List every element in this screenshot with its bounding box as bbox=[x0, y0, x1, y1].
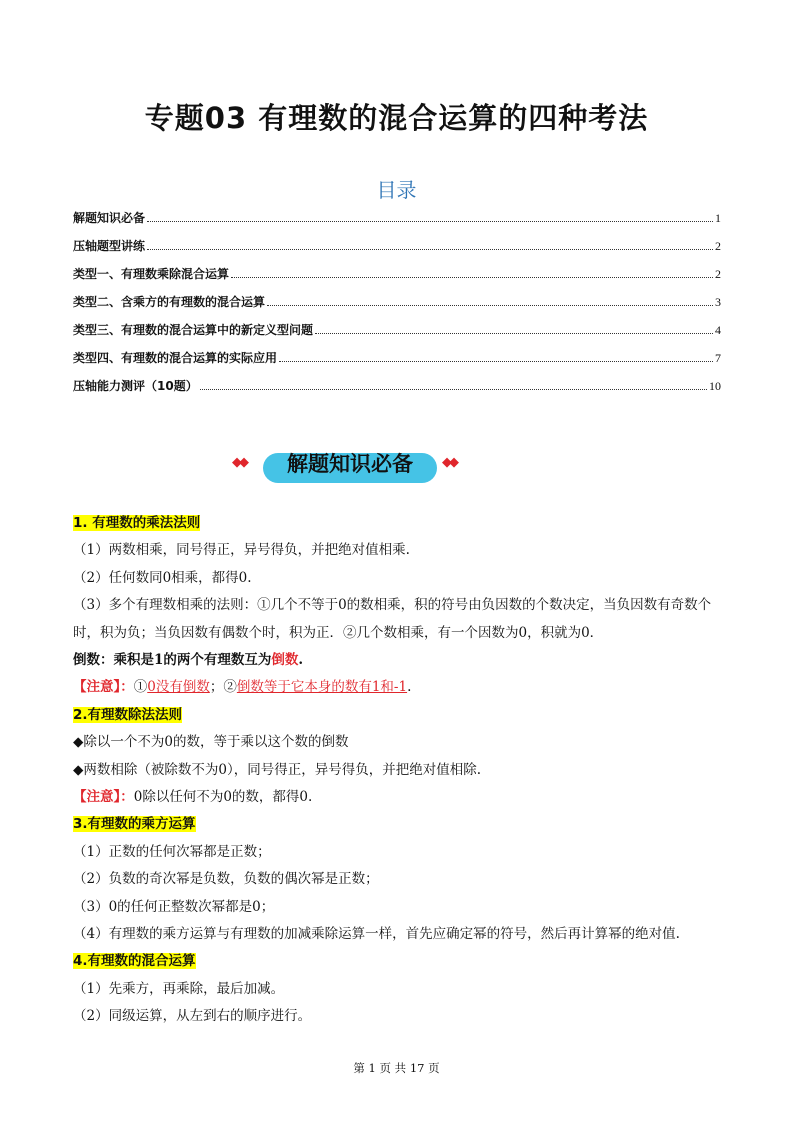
diamond-left-icon: ◆◆ bbox=[232, 455, 246, 470]
section-heading-power: 3.有理数的乘方运算 bbox=[73, 816, 196, 833]
toc-entry-label: 类型二、含乘方的有理数的混合运算 bbox=[73, 295, 266, 309]
toc-entry-label: 类型三、有理数的混合运算中的新定义型问题 bbox=[73, 323, 314, 337]
paragraph: （1）两数相乘，同号得正，异号得负，并把绝对值相乘. bbox=[73, 542, 410, 559]
toc-leader bbox=[231, 277, 713, 278]
toc-entry-label: 压轴能力测评（10题） bbox=[73, 379, 198, 393]
toc-leader bbox=[147, 249, 713, 250]
note-reciprocal: 【注意】：①0没有倒数；②倒数等于它本身的数有1和-1. bbox=[73, 679, 412, 696]
toc-heading: 目录 bbox=[376, 178, 417, 202]
toc-entry-label: 解题知识必备 bbox=[73, 211, 146, 225]
page-title: 专题03 有理数的混合运算的四种考法 bbox=[144, 101, 649, 135]
toc-leader bbox=[279, 361, 713, 362]
paragraph: （1）正数的任何次幂都是正数； bbox=[73, 843, 271, 860]
note-highlight: 倒数等于它本身的数有1和-1 bbox=[236, 679, 408, 696]
toc-entry-label: 压轴题型讲练 bbox=[73, 239, 146, 253]
toc-entry-page: 2 bbox=[715, 239, 721, 253]
paragraph: （2）负数的奇次幂是负数，负数的偶次幂是正数； bbox=[73, 871, 379, 888]
section-banner bbox=[0, 447, 793, 487]
reciprocal-keyword: 倒数 bbox=[271, 651, 299, 668]
toc-entry-page: 4 bbox=[715, 323, 721, 337]
banner-title: 解题知识必备 bbox=[287, 452, 413, 476]
toc-entry[interactable] bbox=[73, 204, 721, 232]
table-of-contents bbox=[73, 204, 721, 400]
section-heading-division: 2.有理数除法法则 bbox=[73, 706, 183, 723]
page-footer: 第 1 页 共 17 页 bbox=[353, 1061, 440, 1075]
toc-leader bbox=[200, 389, 707, 390]
knowledge-content bbox=[73, 510, 723, 1030]
paragraph: （1）先乘方，再乘除，最后加减。 bbox=[73, 980, 285, 997]
toc-entry-page: 2 bbox=[715, 267, 721, 281]
paragraph: （4）有理数的乘方运算与有理数的加减乘除运算一样，首先应确定幂的符号，然后再计算幂的绝对值. bbox=[73, 925, 680, 942]
toc-leader bbox=[315, 333, 713, 334]
reciprocal-definition: 倒数：乘积是1的两个有理数互为倒数. bbox=[73, 651, 304, 668]
toc-entry[interactable] bbox=[73, 316, 721, 344]
paragraph: ◆除以一个不为0的数，等于乘以这个数的倒数 bbox=[73, 734, 349, 751]
note-highlight: 0没有倒数 bbox=[147, 679, 210, 696]
note-division: 【注意】：0除以任何不为0的数，都得0. bbox=[73, 788, 313, 805]
toc-entry-page: 10 bbox=[709, 379, 721, 393]
toc-entry[interactable] bbox=[73, 232, 721, 260]
toc-entry-label: 类型一、有理数乘除混合运算 bbox=[73, 267, 230, 281]
diamond-right-icon: ◆◆ bbox=[442, 455, 456, 470]
toc-entry[interactable] bbox=[73, 344, 721, 372]
toc-entry-page: 7 bbox=[715, 351, 721, 365]
toc-leader bbox=[147, 221, 713, 222]
paragraph: （3）0的任何正整数次幂都是0； bbox=[73, 898, 275, 915]
toc-entry[interactable] bbox=[73, 288, 721, 316]
toc-entry[interactable] bbox=[73, 372, 721, 400]
paragraph: （3）多个有理数相乘的法则：①几个不等于0的数相乘，积的符号由负因数的个数决定，当负因数有奇数个时，积为负；当负因数有偶数个时，积为正．②几个数相乘，有一个因数为0，积就为0． bbox=[73, 597, 712, 641]
paragraph: （2）同级运算，从左到右的顺序进行。 bbox=[73, 1008, 312, 1025]
toc-entry[interactable] bbox=[73, 260, 721, 288]
toc-entry-page: 1 bbox=[715, 211, 721, 225]
paragraph: ◆两数相除（被除数不为0），同号得正，异号得负，并把绝对值相除. bbox=[73, 761, 482, 778]
paragraph: （2）任何数同0相乘，都得0. bbox=[73, 569, 252, 586]
note-label: 【注意】： bbox=[73, 788, 134, 805]
toc-entry-page: 3 bbox=[715, 295, 721, 309]
toc-leader bbox=[267, 305, 713, 306]
section-heading-multiplication: 1. 有理数的乘法法则 bbox=[73, 515, 201, 531]
toc-entry-label: 类型四、有理数的混合运算的实际应用 bbox=[73, 351, 278, 365]
note-label: 【注意】： bbox=[73, 679, 134, 696]
section-heading-mixed: 4.有理数的混合运算 bbox=[73, 953, 196, 970]
